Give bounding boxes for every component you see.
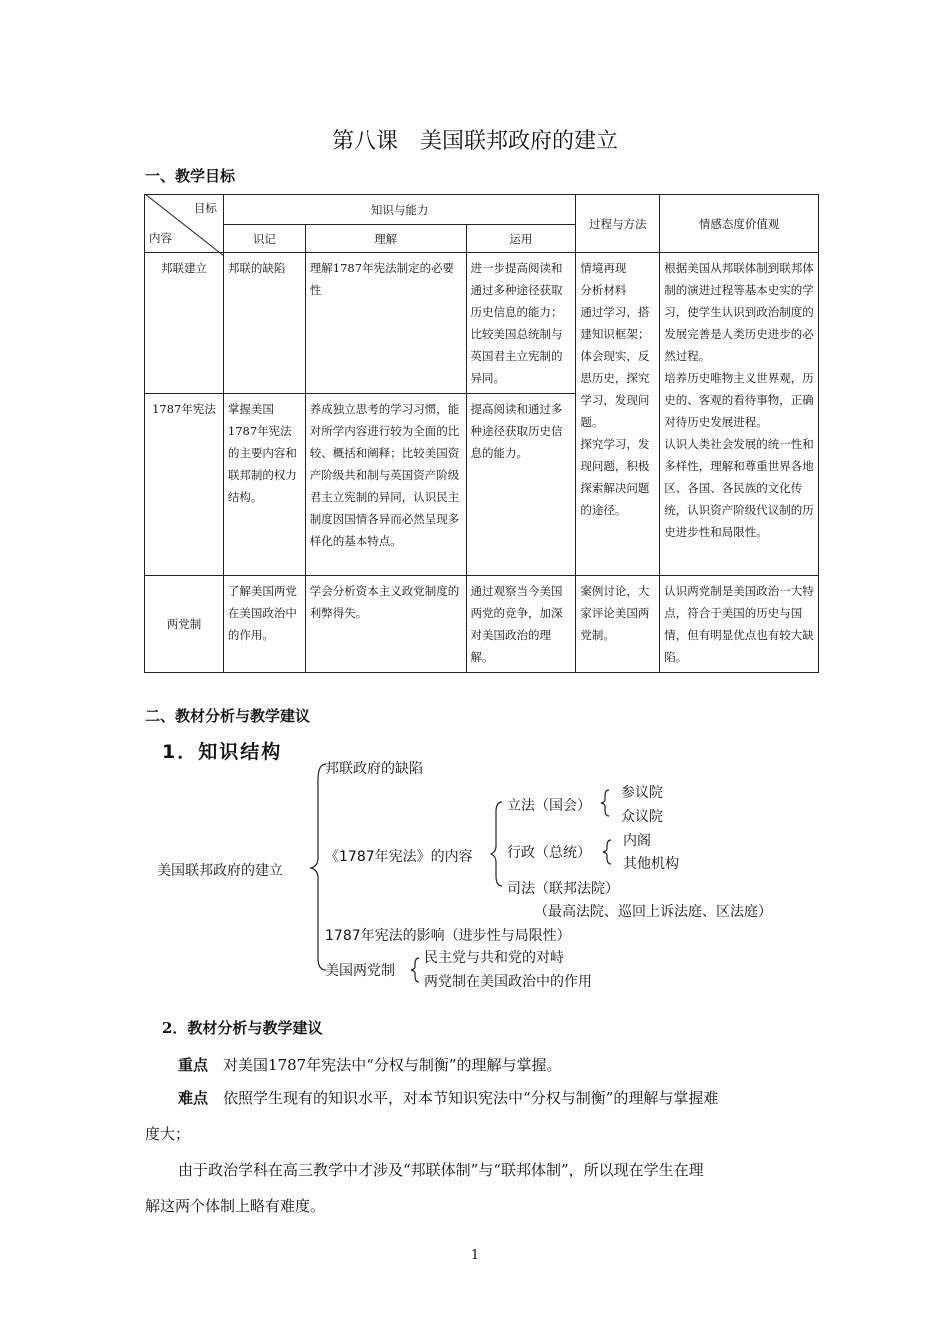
section-heading-analysis: 二、教材分析与教学建议 — [145, 707, 311, 725]
structure-party-role: 两党制在美国政治中的作用 — [424, 974, 592, 990]
structure-cabinet: 内阁 — [623, 833, 651, 849]
difficulty-line — [178, 1080, 718, 1117]
structure-legislative: 立法（国会） — [507, 798, 591, 814]
cell-values: 认识两党制是美国政治一大特点，符合于美国的历史与国情，但有明显优点也有较大缺陷。 — [660, 576, 819, 673]
cell-understand: 养成独立思考的学习习惯，能对所学内容进行较为全面的比较、概括和阐释；比较美国资产阶级共和制与英国资产阶级君主立宪制的异同，认识民主制度因国情各异而必然呈现多样化的基本特点。 — [305, 394, 466, 576]
cell-memorize: 了解美国两党在美国政治中的作用。 — [223, 576, 305, 673]
row-label: 邦联建立 — [145, 253, 224, 394]
structure-root: 美国联邦政府的建立 — [157, 863, 283, 879]
structure-courts: （最高法院、巡回上诉法庭、区法庭） — [534, 904, 772, 920]
header-apply: 运用 — [466, 225, 576, 253]
difficulty-text: 依照学生现有的知识水平，对本节知识宪法中“分权与制衡”的理解与掌握难 — [223, 1089, 719, 1107]
cell-memorize: 掌握美国1787年宪法的主要内容和联邦制的权力结构。 — [223, 394, 305, 576]
row-label: 两党制 — [145, 576, 224, 673]
structure-house: 众议院 — [621, 809, 663, 825]
key-point-text: 对美国1787年宪法中“分权与制衡”的理解与掌握。 — [223, 1056, 562, 1074]
header-knowledge: 知识与能力 — [223, 195, 575, 225]
paragraph-line: 由于政治学科在高三教学中才涉及“邦联体制”与“联邦体制”，所以现在学生在理 — [178, 1161, 704, 1179]
cell-memorize: 邦联的缺陷 — [223, 253, 305, 394]
cell-understand: 学会分析资本主义政党制度的利弊得失。 — [305, 576, 466, 673]
diag-label-target: 目标 — [193, 201, 217, 215]
key-point-line — [178, 1047, 562, 1084]
structure-branch-defects: 邦联政府的缺陷 — [325, 761, 423, 777]
structure-branch-two-party: 美国两党制 — [325, 963, 395, 979]
knowledge-structure-heading: 1．知识结构 — [162, 741, 283, 763]
cell-understand: 理解1787年宪法制定的必要性 — [305, 253, 466, 394]
cell-apply: 通过观察当今美国两党的竞争，加深对美国政治的理解。 — [466, 576, 576, 673]
cell-values-merged: 根据美国从邦联体制到联邦体制的演进过程等基本史实的学习，使学生认识到政治制度的发展完善是人类历史进步的必然过程。 培养历史唯物主义世界观，历史的、客观的看待事物，正确对待历史发展进程。 认识人类社会发展的统一性和多样性，理解和尊重世界各地区、各国、各民族的文化传统，认识资产阶级代议制的历史进步性和局限性。 — [660, 253, 819, 576]
section-heading-objectives: 一、教学目标 — [145, 167, 236, 185]
header-understand: 理解 — [305, 225, 466, 253]
difficulty-text-cont: 度大； — [145, 1125, 191, 1143]
difficulty-label: 难点 — [178, 1089, 209, 1107]
cell-process-merged: 情境再现 分析材料 通过学习，搭建知识框架；体会现实，反思历史，探究学习，发现问题。 探究学习，发现问题，积极探索解决问题的途径。 — [576, 253, 660, 576]
header-values: 情感态度价值观 — [660, 195, 819, 253]
structure-other-agencies: 其他机构 — [623, 856, 679, 872]
key-point-label: 重点 — [178, 1056, 209, 1074]
header-process: 过程与方法 — [576, 195, 660, 253]
paragraph-line-cont: 解这两个体制上略有难度。 — [145, 1197, 326, 1215]
cell-apply: 提高阅读和通过多种途径获取历史信息的能力。 — [466, 394, 576, 576]
cell-process: 案例讨论，大家评论美国两党制。 — [576, 576, 660, 673]
structure-party-confrontation: 民主党与共和党的对峙 — [424, 950, 564, 966]
analysis-heading: 2．教材分析与教学建议 — [162, 1019, 323, 1037]
page-title: 第八课 美国联邦政府的建立 — [331, 129, 618, 154]
structure-judicial: 司法（联邦法院） — [507, 881, 619, 897]
structure-branch-constitution: 《1787年宪法》的内容 — [325, 849, 473, 865]
page-number: 1 — [470, 1248, 480, 1263]
structure-branch-influence: 1787年宪法的影响（进步性与局限性） — [325, 928, 571, 944]
cell-apply: 进一步提高阅读和通过多种途径获取历史信息的能力；比较美国总统制与英国君主立宪制的异同。 — [466, 253, 576, 394]
diag-label-content: 内容 — [149, 231, 172, 245]
structure-executive: 行政（总统） — [507, 845, 591, 861]
structure-senate: 参议院 — [621, 785, 663, 801]
header-memorize: 识记 — [223, 225, 305, 253]
row-label: 1787年宪法 — [145, 394, 224, 576]
